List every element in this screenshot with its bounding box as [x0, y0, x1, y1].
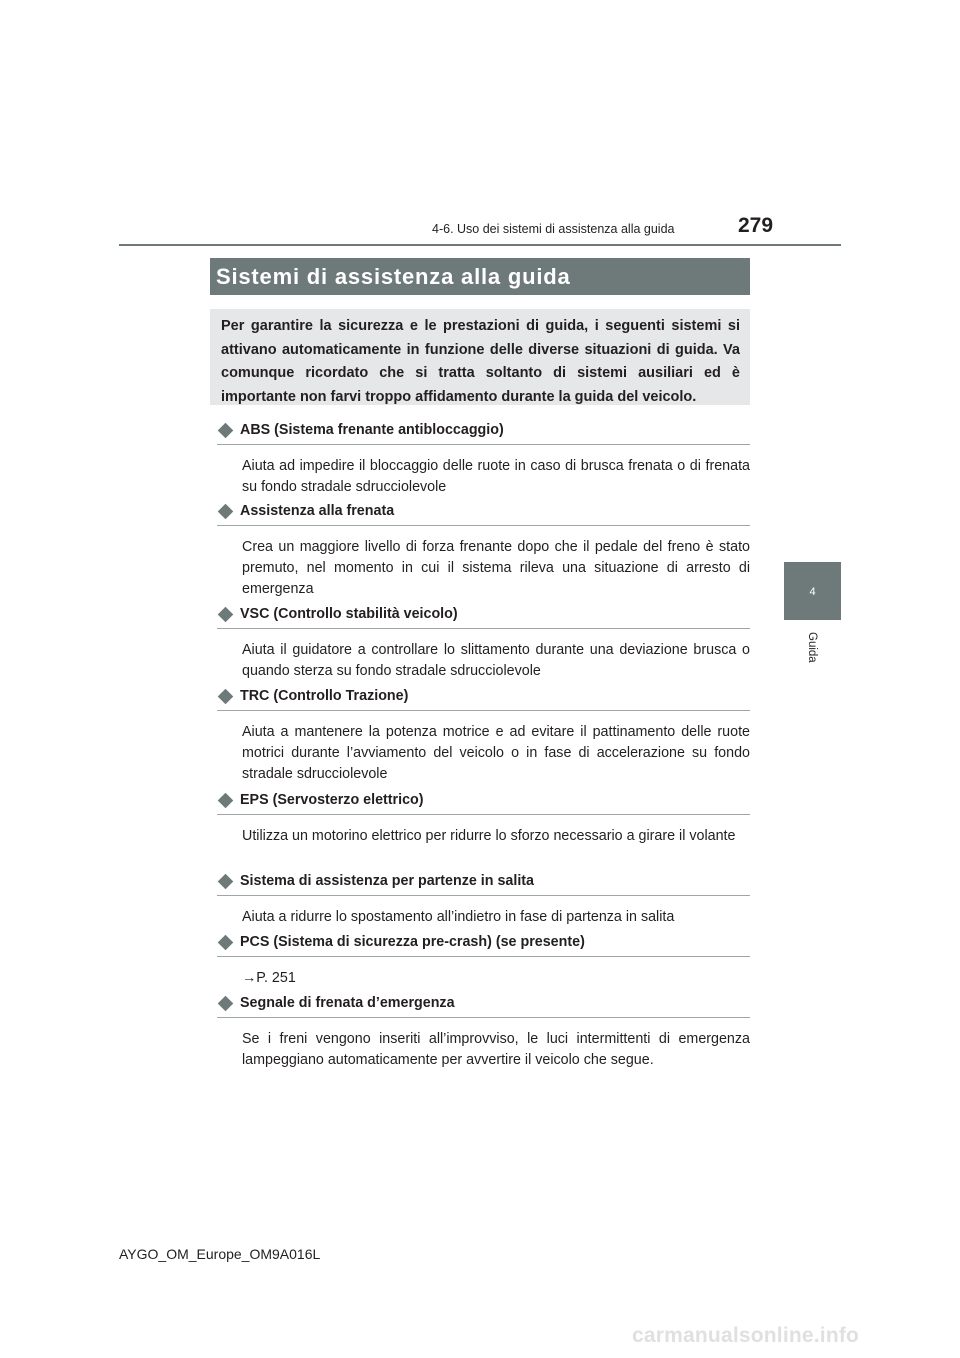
item-heading [218, 501, 750, 521]
section-title-bar [210, 258, 750, 295]
list-item-hill-start [218, 871, 750, 928]
chapter-tab [784, 562, 841, 620]
item-heading [218, 790, 750, 810]
item-description: Se i freni vengono inseriti all’improvviso, le luci intermittenti di emergenza lampeggiano automaticamente per avvertire il veicolo che segue. [242, 1031, 750, 1068]
intro-text: Per garantire la sicurezza e le prestazioni di guida, i seguenti sistemi si attivano automaticamente in funzione delle diverse situazioni di guida. Va comunque ricordato che si tratta soltanto di sistemi ausiliari ed è importante non farvi troppo affidamento durante la guida del veicolo. [221, 318, 740, 405]
list-item-eps [218, 790, 750, 847]
page-reference: →P. 251 [242, 970, 296, 986]
list-item-emergency-brake-signal [218, 993, 750, 1071]
item-title: VSC (Controllo stabilità veicolo) [240, 606, 458, 622]
watermark: carmanualsonline.info [632, 1324, 860, 1347]
item-divider [217, 814, 750, 815]
item-description: Utilizza un motorino elettrico per ridurre lo sforzo necessario a girare il volante [242, 828, 736, 844]
item-description: Aiuta ad impedire il bloccaggio delle ruote in caso di brusca frenata o di frenata su fondo stradale sdrucciolevole [242, 458, 750, 495]
item-divider [217, 710, 750, 711]
item-divider [217, 525, 750, 526]
diamond-bullet-icon [218, 688, 234, 704]
item-divider [217, 628, 750, 629]
item-heading [218, 932, 750, 952]
item-title: PCS (Sistema di sicurezza pre-crash) (se presente) [240, 934, 585, 950]
item-title: TRC (Controllo Trazione) [240, 688, 409, 704]
diamond-bullet-icon [218, 873, 234, 889]
item-description: Aiuta a ridurre lo spostamento all’indietro in fase di partenza in salita [242, 909, 675, 925]
item-heading [218, 993, 750, 1013]
item-title: Segnale di frenata d’emergenza [240, 995, 455, 1011]
item-title: EPS (Servosterzo elettrico) [240, 792, 424, 808]
diamond-bullet-icon [218, 934, 234, 950]
item-heading [218, 420, 750, 440]
list-item-abs [218, 420, 750, 498]
intro-box [210, 309, 750, 405]
list-item-vsc [218, 604, 750, 682]
running-header: 4-6. Uso dei sistemi di assistenza alla guida [432, 222, 675, 236]
item-divider [217, 1017, 750, 1018]
item-divider [217, 444, 750, 445]
item-description: Crea un maggiore livello di forza frenante dopo che il pedale del freno è stato premuto, nel momento in cui il sistema rileva una situazione di arresto di emergenza [242, 539, 750, 597]
list-item-brake-assist [218, 501, 750, 600]
item-title: ABS (Sistema frenante antibloccaggio) [240, 422, 504, 438]
list-item-pcs [218, 932, 750, 989]
page-number: 279 [738, 214, 774, 237]
item-divider [217, 956, 750, 957]
document-code: AYGO_OM_Europe_OM9A016L [119, 1246, 321, 1262]
list-item-trc [218, 686, 750, 785]
diamond-bullet-icon [218, 792, 234, 808]
item-title: Sistema di assistenza per partenze in salita [240, 873, 535, 889]
section-title: Sistemi di assistenza alla guida [216, 263, 571, 289]
diamond-bullet-icon [218, 422, 234, 438]
item-title: Assistenza alla frenata [240, 503, 395, 519]
item-heading [218, 871, 750, 891]
chapter-label: Guida [806, 632, 818, 663]
diamond-bullet-icon [218, 995, 234, 1011]
item-description: Aiuta il guidatore a controllare lo slittamento durante una deviazione brusca o quando sterza su fondo stradale sdrucciolevole [242, 642, 750, 679]
diamond-bullet-icon [218, 503, 234, 519]
diamond-bullet-icon [218, 606, 234, 622]
item-description: Aiuta a mantenere la potenza motrice e ad evitare il pattinamento delle ruote motrici durante l’avviamento del veicolo o in fase di accelerazione su fondo stradale sdrucciolevole [242, 724, 750, 782]
item-heading [218, 604, 750, 624]
item-divider [217, 895, 750, 896]
chapter-number: 4 [809, 586, 816, 598]
item-heading [218, 686, 750, 706]
header-divider [119, 244, 841, 246]
